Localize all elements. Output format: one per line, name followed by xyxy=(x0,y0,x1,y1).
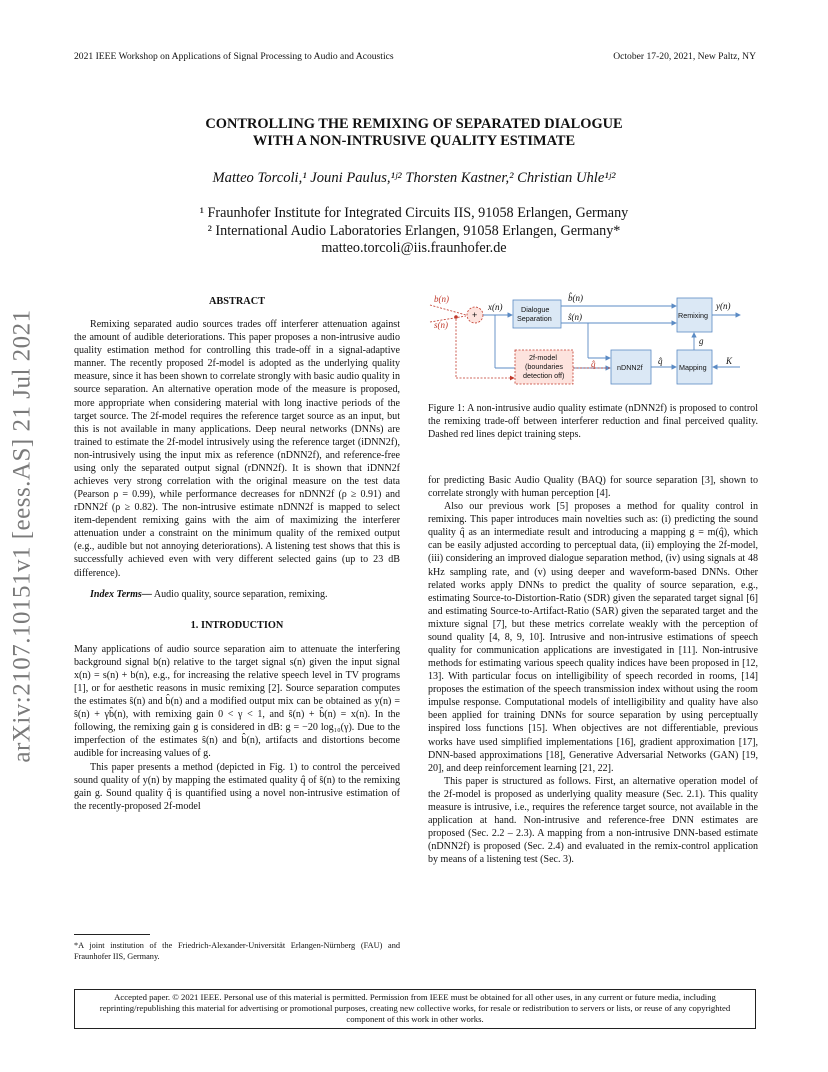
copyright-notice: Accepted paper. © 2021 IEEE. Personal use of this material is permitted. Permission from IEEE must be obtained for all other uses, in any current or future media, including reprinting/republishing this material for advertising or promotional purposes, creating new collective works, for resale or redistribution to servers or lists, or reuse of any copyrighted component of this work in other works. xyxy=(74,989,756,1029)
right-paragraph-2: Also our previous work [5] proposes a method for quality control in remixing. This paper introduces main novelties such as: (i) predicting the sound quality q̂ as an intermediate result and introducing a mapping g = m(q̂), which can be easily adjusted according to perceptual data, (ii) employing the 2f-model, (iii) considering an improved dialogue separation method, (iv) using signals at 48 kHz sampling rate, and (v) using deeper and waveform-based DNNs. Other related works apply DNNs to predict the quality of source separation, e.g., estimating Source-to-Distortion-Ratio (SDR) given the separated target signal [6] and estimating Source-to-Artifact-Ratio (SAR) given the separated target and the mixture signal [7], but these metrics correlate weakly with the perception of sound quality [4, 8, 9, 10]. Intrusive and non-intrusive estimations of speech quality for communication applications are investigated in [11]. Non-intrusive methods for estimating various speech quality indices have been proposed in [12, 13]. With particular focus on intelligibility of speech recorded in rooms, [14] proposes the estimation of the speech transmission index without using the room impulse response. Computational models of intelligibility and quality have also been applied for training DNNs for source separation by using perceptually inspired loss functions [15]. When objectives are not differentiable, previous works have used simplified implementations [16], gradient approximation [17], DNN-based approximations [18], Generative Adversarial Networks (GAN) [19, 20], and deep reinforcement learning [21, 22]. xyxy=(428,501,758,774)
right-paragraph-1: for predicting Basic Audio Quality (BAQ) for source separation [3], shown to correlate strongly with human perception [4]. xyxy=(428,475,758,500)
label-qhat: q̂ xyxy=(658,356,663,366)
label-s: s(n) xyxy=(434,320,448,330)
abstract-heading: ABSTRACT xyxy=(208,296,266,307)
left-column xyxy=(74,295,400,813)
sep-label-1: Dialogue xyxy=(521,305,550,314)
figure-1-diagram xyxy=(428,288,758,388)
paper-title xyxy=(0,116,828,150)
affiliation-1: ¹ Fraunhofer Institute for Integrated Circuits IIS, 91058 Erlangen, Germany xyxy=(199,205,629,221)
introduction-heading: 1. INTRODUCTION xyxy=(190,619,284,631)
figure-1-caption: Figure 1: A non-intrusive audio quality estimate (nDNN2f) is proposed to control the remixing trade-off between interferer reduction and final perceived quality. Dashed red lines depict training steps. xyxy=(428,403,758,441)
index-terms xyxy=(74,588,400,601)
label-y: y(n) xyxy=(716,301,731,311)
right-paragraph-3: This paper is structured as follows. First, an alternative operation model of the 2f-model is proposed as underlying quality measure (Sec. 2.1). This quality measure is intrusive, i.e., requires the reference target source, not available in the application at hand. Non-intrusive and reference-free DNN estimates are proposed (Sec. 2.2 – 2.3). A mapping from a non-intrusive DNN-based estimate (nDNN2f) is proposed (Sec. 2.4) and evaluated in the remix-control application by means of a listening test (Sec. 3). xyxy=(428,775,758,866)
title-line-2: WITH A NON-INTRUSIVE QUALITY ESTIMATE xyxy=(252,133,576,149)
footnote: *A joint institution of the Friedrich-Alexander-Universität Erlangen-Nürnberg (FAU) and Fraunhofer IIS, Germany. xyxy=(74,941,400,961)
index-terms-text: Audio quality, source separation, remixing. xyxy=(153,588,328,600)
ndnn2f-label: nDNN2f xyxy=(617,363,643,372)
remixing-label: Remixing xyxy=(678,311,708,320)
author-list: Matteo Torcoli,¹ Jouni Paulus,¹ʲ² Thorsten Kastner,² Christian Uhle¹ʲ² xyxy=(212,170,616,186)
intro-paragraph-2: This paper presents a method (depicted in Fig. 1) to control the perceived sound quality of y(n) by mapping the estimated quality q̂ of ŝ(n) to the remixing gain g. Sound quality q̂ is quantified using a novel non-intrusive estimation of the recently-proposed 2f-model xyxy=(74,761,400,812)
label-q-red: q̂ xyxy=(591,359,596,369)
arxiv-sidebar xyxy=(0,0,46,1072)
label-x: x(n) xyxy=(488,302,503,312)
2f-label-3: detection off) xyxy=(523,371,565,380)
label-g: g xyxy=(699,336,704,346)
contact-email[interactable]: matteo.torcoli@iis.fraunhofer.de xyxy=(321,240,507,256)
running-header-left: 2021 IEEE Workshop on Applications of Signal Processing to Audio and Acoustics xyxy=(74,51,394,62)
2f-label-2: (boundaries xyxy=(525,362,563,371)
intro-paragraph-1: Many applications of audio source separation aim to attenuate the interfering background signal b(n) relative to the target signal s(n) given the input signal x(n) = s(n) + b(n), e.g., for increasing the relative speech level in TV programs [1], or for aesthetic reasons in music remixing [2]. Source separation computes the estimates ŝ(n) and b̂(n) and a modified output mix can be obtained as y(n) = ŝ(n) + γb̂(n), with remixing gain 0 < γ < 1, and ŝ(n) + b̂(n) = x(n). In the following, the remixing gain g is considered in dB: g = −20 log₁₀(γ). Due to the imperfection of the estimates ŝ(n) and b̂(n), artifacts and distortions become audible for increasing values of g. xyxy=(74,643,400,760)
footnote-rule xyxy=(74,934,150,935)
label-b: b(n) xyxy=(434,294,449,304)
affiliation-2: ² International Audio Laboratories Erlangen, 91058 Erlangen, Germany* xyxy=(207,222,621,239)
label-K: K xyxy=(726,356,733,366)
mapping-label: Mapping xyxy=(679,363,707,372)
running-header-right: October 17-20, 2021, New Paltz, NY xyxy=(613,51,756,62)
sep-label-2: Separation xyxy=(517,314,552,323)
label-bhat: b̂(n) xyxy=(568,293,583,303)
2f-label-1: 2f-model xyxy=(529,353,557,362)
abstract-text: Remixing separated audio sources trades off interferer attenuation against the amount of audible deteriorations. This paper proposes a non-intrusive audio quality estimation method for controlling this trade-off in a signal-adaptive manner. The recently proposed 2f-model is adopted as the underlying quality measure, since it has been shown to correlate strongly with basic audio quality in source separation. An alternative operation mode of the measure is proposed, more appropriate when considering material with long inactive periods of the target source. The 2f-model requires the reference target source as an input, but this is not available in many applications. Deep neural networks (DNNs) are trained to estimate the 2f-model intrusively using the reference target (iDNN2f), non-intrusively using the input mix as reference (nDNN2f), and reference-free using only the separated output signal (rDNN2f). It is shown that iDNN2f achieves very strong correlation with the original measure on the test data (Pearson ρ = 0.99), while performance decreases for nDNN2f (ρ ≥ 0.91) and rDNN2f (ρ ≥ 0.82). The non-intrusive estimate nDNN2f is mapped to select item-dependent remixing gains with the aim of maximizing the interferer attenuation under a constraint on the minimum quality of the remixed output (e.g., audible but not annoying deteriorations). A listening test shows that this is successfully achieved even with very different selected gains (up to 23 dB difference). xyxy=(74,319,400,579)
adder-plus: + xyxy=(472,310,478,320)
right-column xyxy=(428,474,758,866)
arxiv-identifier: arXiv:2107.10151v1 [eess.AS] 21 Jul 2021 xyxy=(9,309,36,763)
affiliations xyxy=(0,205,828,258)
label-shat: ŝ(n) xyxy=(568,312,582,322)
index-terms-label: Index Terms— xyxy=(90,588,152,600)
title-line-1: CONTROLLING THE REMIXING OF SEPARATED DIALOGUE xyxy=(205,116,623,132)
